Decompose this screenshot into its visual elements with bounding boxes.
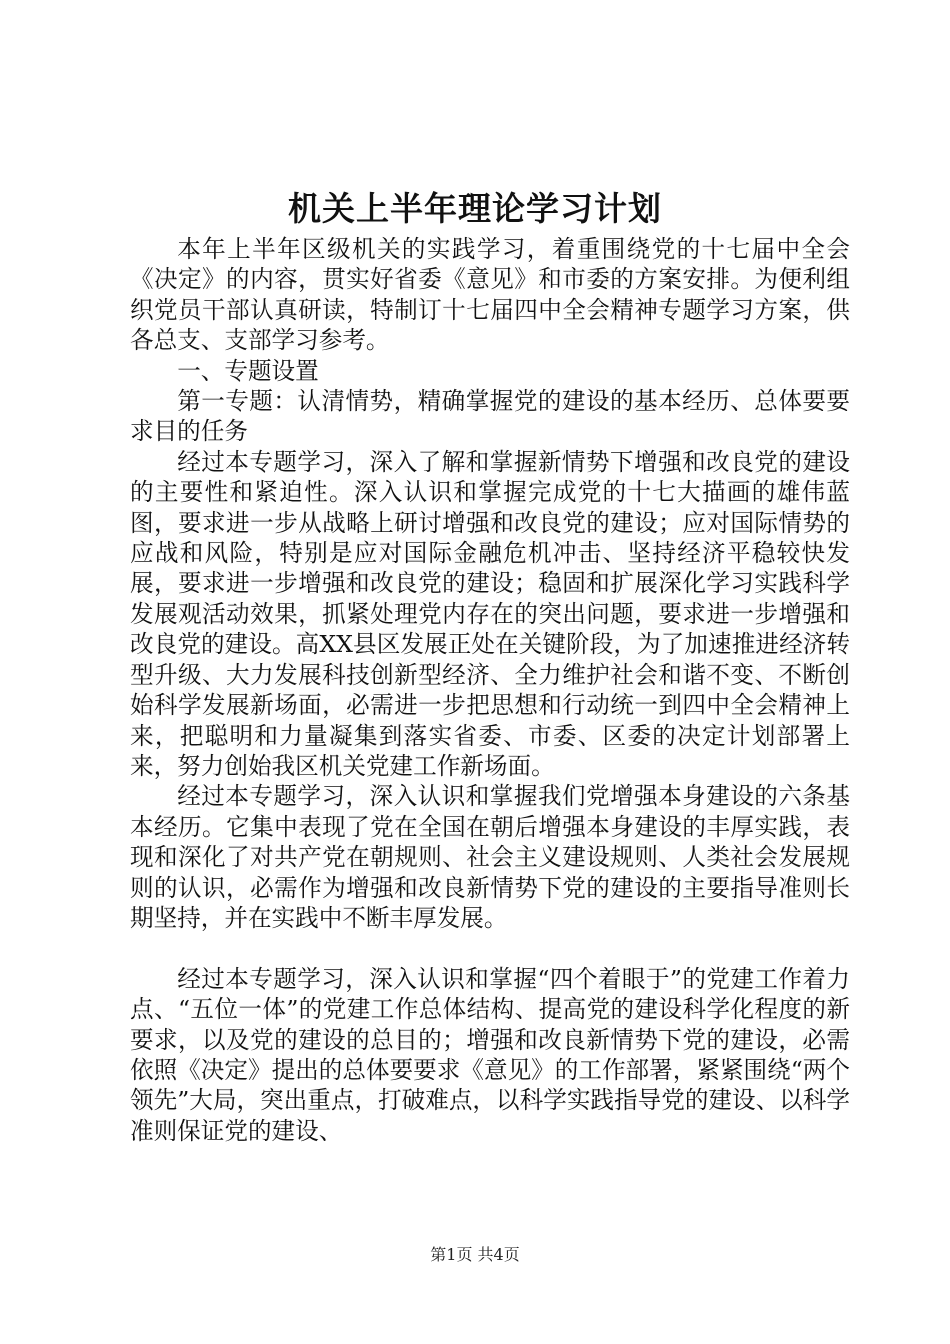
document-title: 机关上半年理论学习计划	[288, 189, 662, 228]
page-number: 第1页 共4页	[430, 1245, 520, 1264]
section-heading: 一、专题设置	[177, 356, 319, 385]
paragraph-intro: 本年上半年区级机关的实践学习，着重围绕党的十七届中全会《决定》的内容，贯实好省委《意见》和市委的方案安排。为便利组织党员干部认真研读，特制订十七届四中全会精神专题学习方案，供各总支、支部学习参考。	[130, 235, 850, 355]
paragraph: 经过本专题学习，深入认识和掌握我们党增强本身建设的六条基本经历。它集中表现了党在全国在朝后增强本身建设的丰厚实践，表现和深化了对共产党在朝规则、社会主义建设规则、人类社会发展规则的认识，必需作为增强和改良新情势下党的建设的主要指导准则长期坚持，并在实践中不断丰厚发展。	[130, 782, 850, 932]
document-body	[130, 234, 850, 1146]
paragraph: 经过本专题学习，深入认识和掌握“四个着眼于”的党建工作着力点、“五位一体”的党建工作总体结构、提高党的建设科学化程度的新要求，以及党的建设的总目的；增强和改良新情势下党的建设，必需依照《决定》提出的总体要要求《意见》的工作部署，紧紧围绕“两个领先”大局，突出重点，打破难点，以科学实践指导党的建设、以科学准则保证党的建设、	[130, 964, 850, 1145]
topic-heading: 第一专题：认清情势，精确掌握党的建设的基本经历、总体要要求目的任务	[130, 387, 850, 446]
paragraph: 经过本专题学习，深入了解和掌握新情势下增强和改良党的建设的主要性和紧迫性。深入认识和掌握完成党的十七大描画的雄伟蓝图，要求进一步从战略上研讨增强和改良党的建设；应对国际情势的应战和风险，特别是应对国际金融危机冲击、坚持经济平稳较快发展，要求进一步增强和改良党的建设；稳固和扩展深化学习实践科学发展观活动效果，抓紧处理党内存在的突出问题，要求进一步增强和改良党的建设。高XX县区发展正处在关键阶段，为了加速推进经济转型升级、大力发展科技创新型经济、全力维护社会和谐不变、不断创始科学发展新场面，必需进一步把思想和行动统一到四中全会精神上来，把聪明和力量凝集到落实省委、市委、区委的决定计划部署上来，努力创始我区机关党建工作新场面。	[130, 447, 850, 780]
